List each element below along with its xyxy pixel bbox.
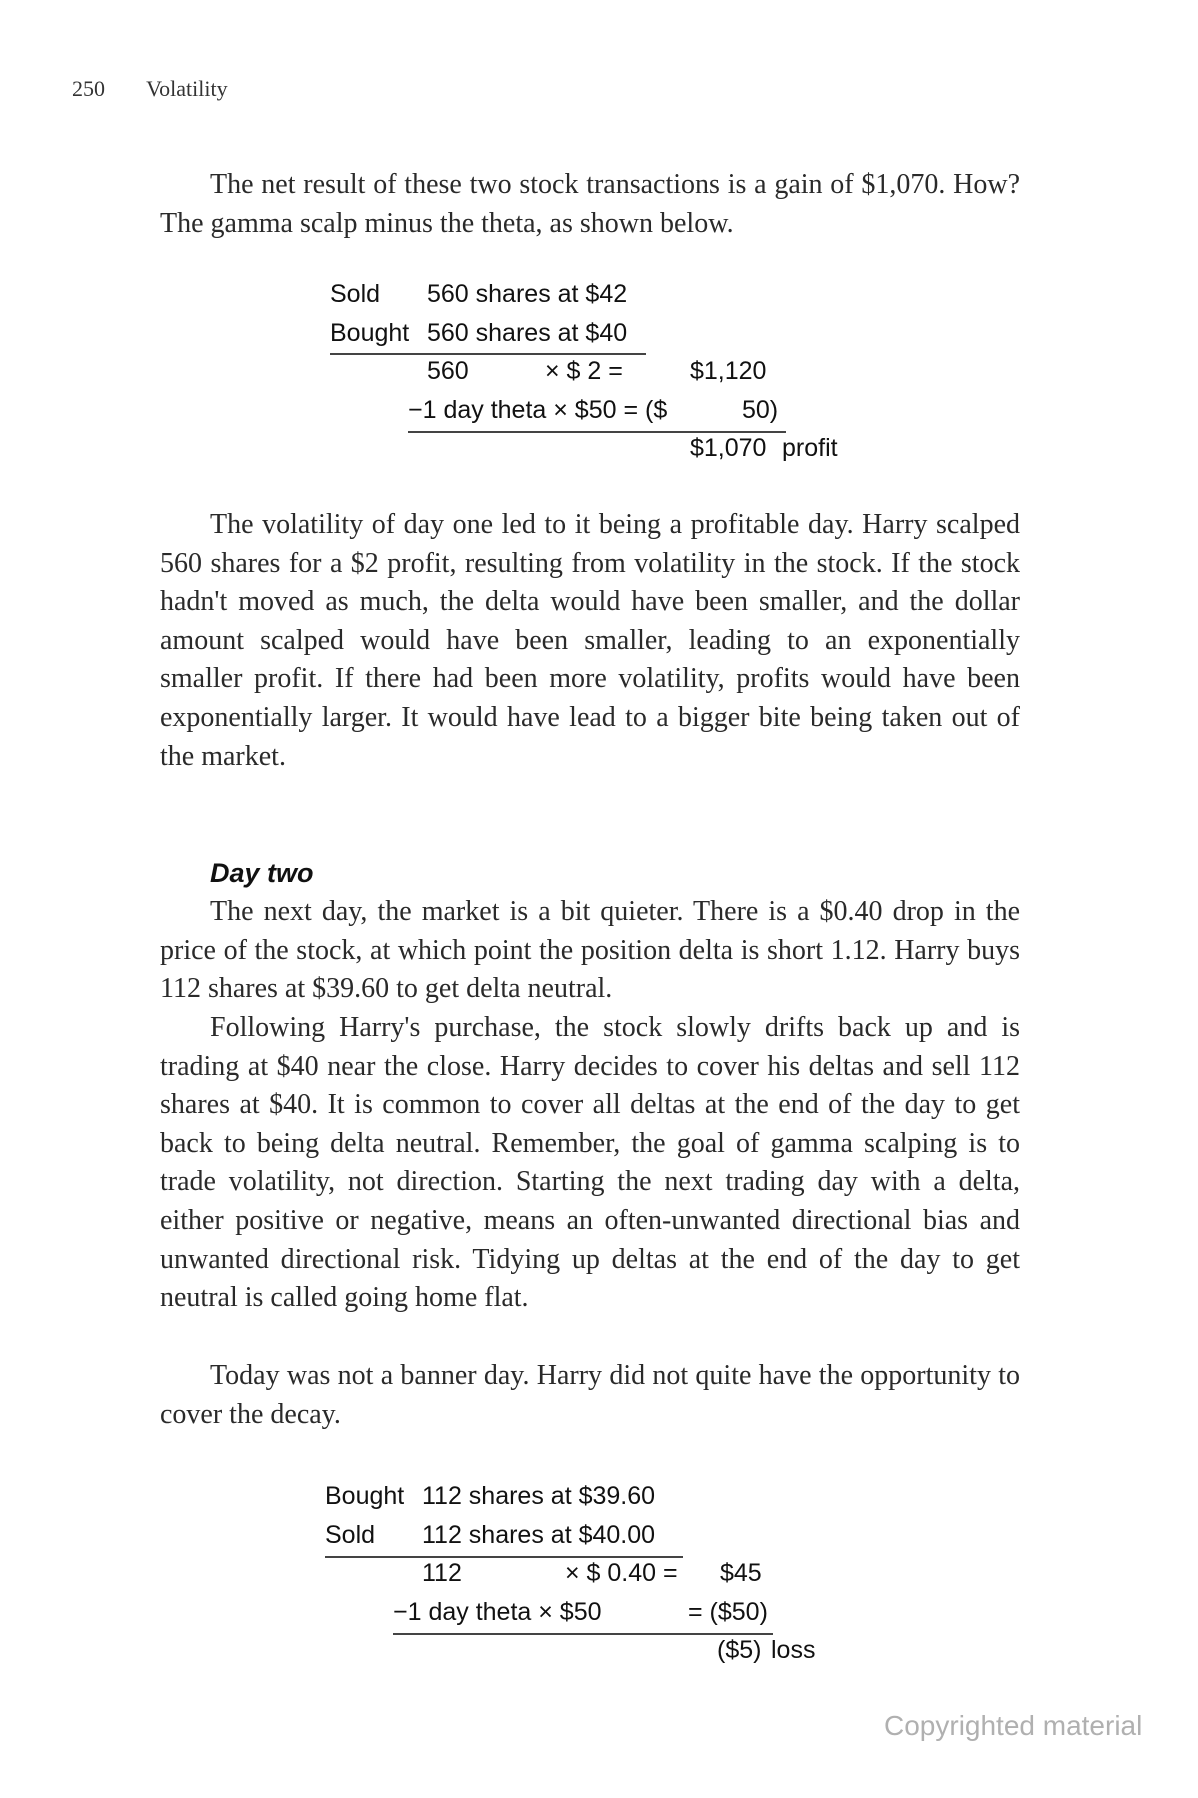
calc1-net-amount: $1,070 xyxy=(690,434,767,462)
calculation-day-one xyxy=(330,280,890,470)
running-title: Volatility xyxy=(146,76,228,101)
paragraph-volatility-day-one: The volatility of day one led to it being a profitable day. Harry scalped 560 shares for a $2 profit, resulting from volatility in the stock. If the stock hadn't moved as much, the delta would have been smaller, and the dollar amount scalped would have been smaller, leading to an exponentially smaller profit. If there had been more volatility, profits would have been exponentially larger. It would have lead to a bigger bite being taken out of the market. xyxy=(160,509,1020,772)
calc1-sold-text: 560 shares at $42 xyxy=(427,280,628,308)
copyright-watermark: Copyrighted material xyxy=(884,1710,1143,1741)
calc1-multiplier: × $ 2 = xyxy=(545,357,623,385)
calc1-gross-amount: $1,120 xyxy=(690,357,767,385)
calc2-rule-2 xyxy=(393,1633,773,1635)
calc2-multiplier: × $ 0.40 = xyxy=(565,1559,678,1587)
calc2-theta-text: −1 day theta × $50 xyxy=(393,1598,602,1626)
calc2-bought-label: Bought xyxy=(325,1482,405,1510)
calc1-quantity: 560 xyxy=(427,357,469,385)
calc2-gross-amount: $45 xyxy=(720,1559,762,1587)
calc2-net-amount: ($5) xyxy=(717,1636,762,1664)
running-header xyxy=(72,76,228,102)
calc1-sold-label: Sold xyxy=(330,280,381,308)
paragraph-net-result: The net result of these two stock transactions is a gain of $1,070. How? The gamma scalp minus the theta, as shown below. xyxy=(160,169,1020,239)
calc2-sold-label: Sold xyxy=(325,1521,376,1549)
paragraph-covering-deltas: Following Harry's purchase, the stock slowly drifts back up and is trading at $40 near the close. Harry decides to cover his deltas and sell 112 shares at $40. It is common to cover all deltas at the end of the day to get back to being delta neutral. Remember, the goal of gamma scalping is to trade volatility, not direction. Starting the next trading day with a delta, either positive or negative, means an often-unwanted directional bias and unwanted directional risk. Tidying up deltas at the end of the day to get neutral is called going home flat. xyxy=(160,1012,1020,1314)
calc2-rule-1 xyxy=(325,1556,683,1558)
calc1-theta-text: −1 day theta × $50 = ($ xyxy=(408,396,668,424)
calc1-rule-1 xyxy=(330,353,646,355)
calc1-theta-amount: 50) xyxy=(742,396,779,424)
page-number: 250 xyxy=(72,76,105,101)
paragraph-banner-day: Today was not a banner day. Harry did not quite have the opportunity to cover the decay. xyxy=(160,1360,1020,1430)
calc2-quantity: 112 xyxy=(422,1559,462,1587)
calc2-bought-text: 112 shares at $39.60 xyxy=(422,1482,656,1510)
calc1-bought-text: 560 shares at $40 xyxy=(427,319,628,347)
calc1-bought-label: Bought xyxy=(330,319,410,347)
paragraph-day-two-intro: The next day, the market is a bit quieter. There is a $0.40 drop in the price of the stock, at which point the position delta is short 1.12. Harry buys 112 shares at $39.60 to get delta neutral. xyxy=(160,896,1020,1005)
calc2-sold-text: 112 shares at $40.00 xyxy=(422,1521,656,1549)
calc2-theta-amount: = ($50) xyxy=(688,1598,768,1626)
calc1-rule-2 xyxy=(408,431,786,433)
section-heading-day-two: Day two xyxy=(210,858,314,888)
calc2-net-label: loss xyxy=(771,1636,816,1664)
calculation-day-two xyxy=(325,1482,845,1672)
calc1-net-label: profit xyxy=(782,434,838,462)
